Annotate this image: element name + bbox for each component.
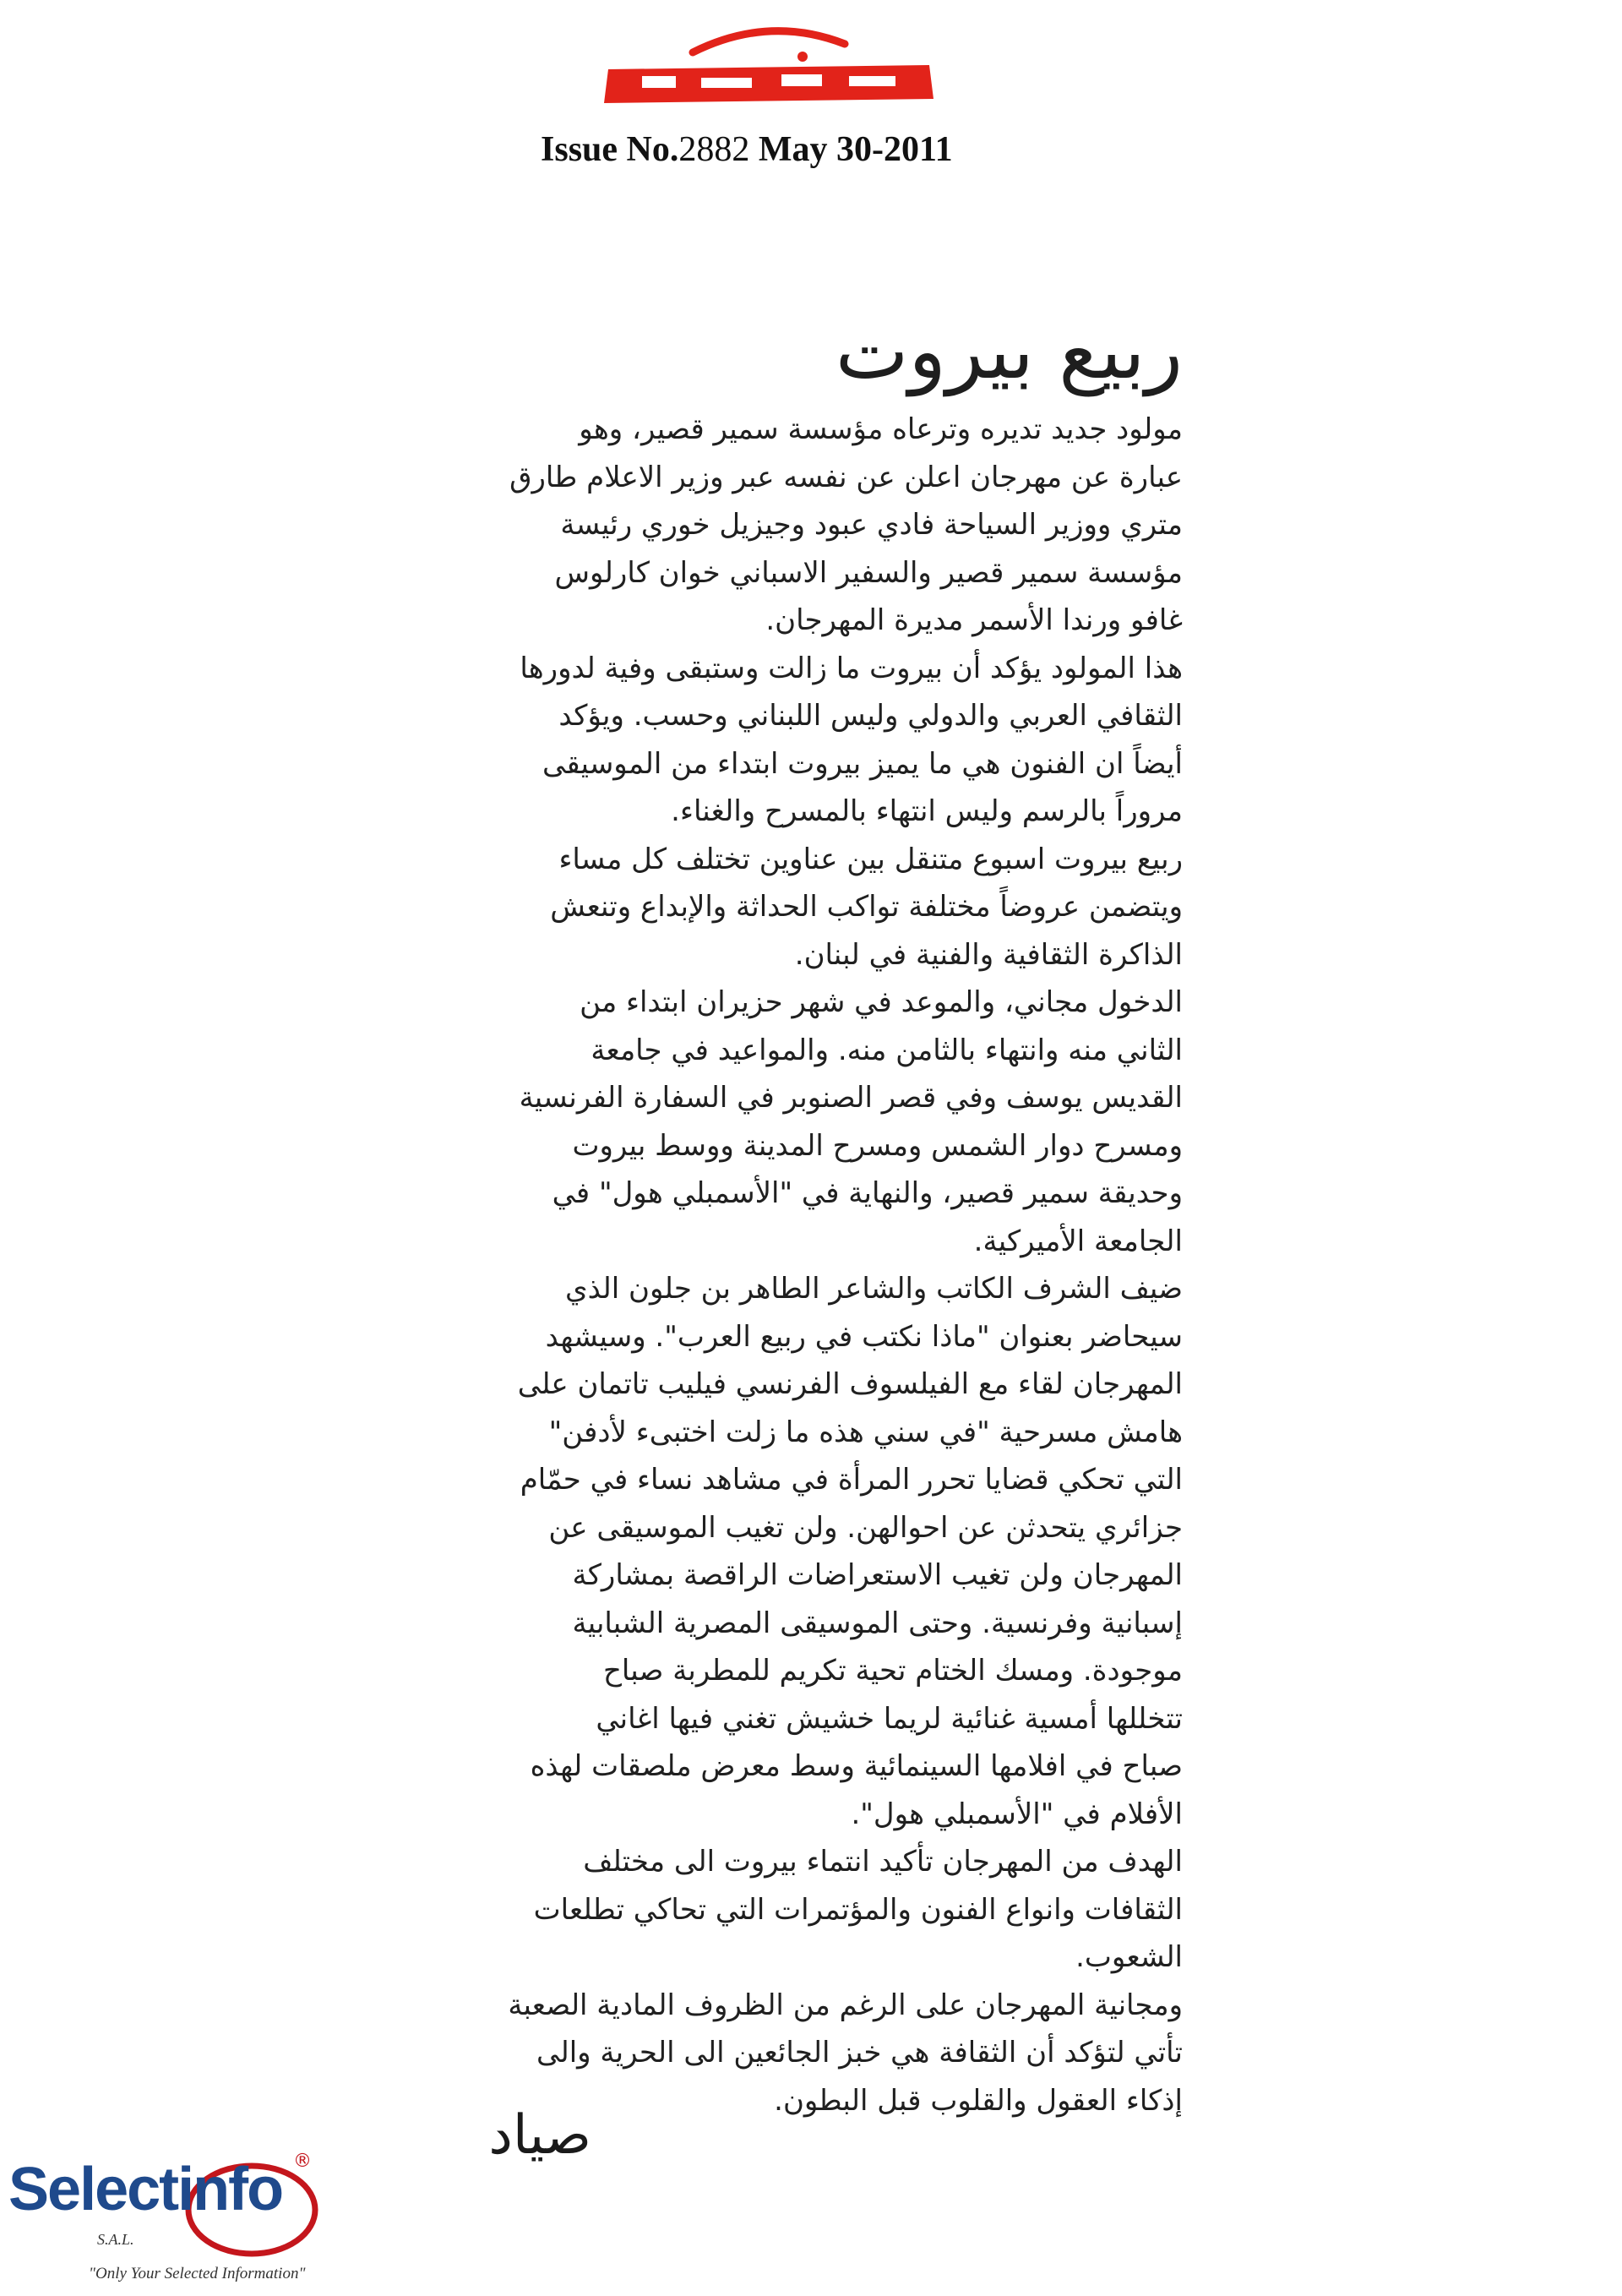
article-line: سيحاضر بعنوان "ماذا نكتب في ربيع العرب". وسيشهد bbox=[545, 1319, 1183, 1354]
brand-sal: S.A.L. bbox=[97, 2231, 134, 2248]
article-line: المهرجان ولن تغيب الاستعراضات الراقصة بمشاركة bbox=[572, 1558, 1183, 1592]
article-line: الجامعة الأميركية. bbox=[973, 1224, 1183, 1258]
brand-name-info: info bbox=[177, 2156, 283, 2223]
article-line: الثقافي العربي والدولي وليس اللبناني وحسب. ويؤكد bbox=[558, 699, 1183, 733]
article-line: الثقافات وانواع الفنون والمؤتمرات التي تحاكي تطلعات bbox=[533, 1892, 1183, 1927]
article-line: أيضاً ان الفنون هي ما يميز بيروت ابتداء من الموسيقى bbox=[542, 746, 1183, 781]
article-line: الهدف من المهرجان تأكيد انتماء بيروت الى مختلف bbox=[583, 1845, 1183, 1879]
article-line: ربيع بيروت اسبوع متنقل بين عناوين تختلف كل مساء bbox=[558, 842, 1183, 876]
article-line: إسبانية وفرنسية. وحتى الموسيقى المصرية الشبابية bbox=[572, 1606, 1183, 1640]
article-line: ومسرح دوار الشمس ومسرح المدينة ووسط بيروت bbox=[572, 1128, 1183, 1163]
article-line: ومجانية المهرجان على الرغم من الظروف المادية الصعبة bbox=[508, 1988, 1183, 2022]
article-line: إذكاء العقول والقلوب قبل البطون. bbox=[774, 2083, 1183, 2118]
masthead-logo-graphic bbox=[591, 19, 946, 107]
article-line: القديس يوسف وفي قصر الصنوبر في السفارة الفرنسية bbox=[519, 1081, 1183, 1115]
article-line: الأفلام في "الأسمبلي هول". bbox=[851, 1797, 1183, 1831]
article-line: غافو ورندا الأسمر مديرة المهرجان. bbox=[765, 603, 1183, 637]
article-line: تأتي لتؤكد أن الثقافة هي خبز الجائعين الى الحرية والى bbox=[536, 2036, 1183, 2070]
article-signature: صياد bbox=[488, 2104, 591, 2167]
article-line: مؤسسة سمير قصير والسفير الاسباني خوان كارلوس bbox=[554, 555, 1183, 590]
issue-prefix: Issue No. bbox=[541, 130, 679, 169]
article-line: المهرجان لقاء مع الفيلسوف الفرنسي فيليب تاتمان على bbox=[517, 1367, 1183, 1401]
article-line: الدخول مجاني، والموعد في شهر حزيران ابتداء من bbox=[580, 985, 1183, 1019]
article-line: مولود جديد تديره وترعاه مؤسسة سمير قصير، وهو bbox=[579, 412, 1183, 446]
article-line: ويتضمن عروضاً مختلفة تواكب الحداثة والإبداع وتنعش bbox=[550, 890, 1183, 924]
article-line: وحديقة سمير قصير، والنهاية في "الأسمبلي هول" في bbox=[552, 1176, 1183, 1210]
masthead-logo bbox=[591, 19, 946, 107]
registered-mark: ® bbox=[293, 2151, 312, 2172]
article-line: تتخللها أمسية غنائية لريما خشيش تغني فيها اغاني bbox=[596, 1701, 1183, 1736]
article-line: صباح في افلامها السينمائية وسط معرض ملصقات لهذه bbox=[530, 1749, 1183, 1783]
issue-line bbox=[541, 129, 1098, 170]
issue-date: May 30-2011 bbox=[758, 130, 953, 169]
article-line: متري ووزير السياحة فادي عبود وجيزيل خوري رئيسة bbox=[560, 508, 1183, 542]
article-line: الذاكرة الثقافية والفنية في لبنان. bbox=[794, 937, 1183, 972]
issue-number: 2882 bbox=[678, 130, 750, 169]
article-title: ربيع بيروت bbox=[835, 305, 1183, 396]
article-line: جزائري يتحدثن عن احوالهن. ولن تغيب الموسيقى عن bbox=[548, 1510, 1183, 1545]
brand-name bbox=[8, 2155, 282, 2224]
article-body bbox=[482, 406, 1183, 2124]
brand-name-select: Select bbox=[8, 2156, 178, 2223]
article-line: التي تحكي قضايا تحرر المرأة في مشاهد نساء في حمّام bbox=[520, 1463, 1183, 1497]
article-line: عبارة عن مهرجان اعلن عن نفسه عبر وزير الاعلام طارق bbox=[509, 460, 1183, 494]
article-line: الشعوب. bbox=[1075, 1940, 1183, 1974]
brand-tagline: "Only Your Selected Information" bbox=[89, 2265, 306, 2282]
article-line: هامش مسرحية "في سني هذه ما زلت اختبىء لأدفن" bbox=[548, 1415, 1183, 1449]
article-line: موجودة. ومسك الختام تحية تكريم للمطربة صباح bbox=[602, 1654, 1183, 1688]
article-line: هذا المولود يؤكد أن بيروت ما زالت وستبقى وفية لدورها bbox=[520, 651, 1183, 685]
article-line: مروراً بالرسم وليس انتهاء بالمسرح والغناء. bbox=[671, 794, 1183, 828]
article-line: الثاني منه وانتهاء بالثامن منه. والمواعيد في جامعة bbox=[591, 1033, 1183, 1067]
article-line: ضيف الشرف الكاتب والشاعر الطاهر بن جلون الذي bbox=[564, 1272, 1183, 1306]
